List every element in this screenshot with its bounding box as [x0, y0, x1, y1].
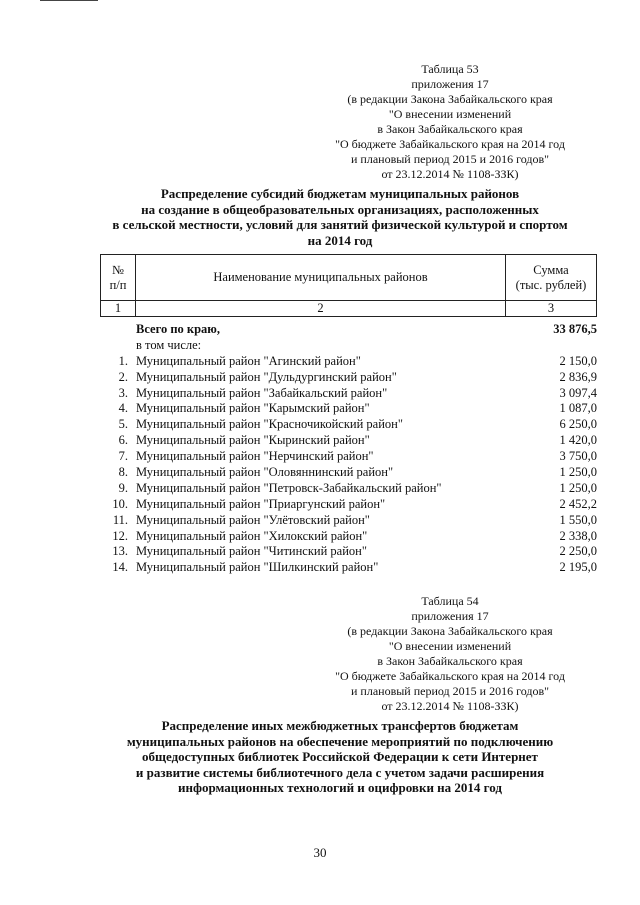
table-row [100, 465, 597, 481]
district-amount: 1 420,0 [559, 433, 597, 448]
row-number: 10. [112, 496, 128, 511]
table-row [100, 481, 597, 497]
district-name: Муниципальный район "Красночикойский район" [136, 417, 403, 432]
table54-header [300, 594, 600, 714]
row-number: 12. [112, 528, 128, 543]
district-amount: 3 097,4 [559, 385, 597, 400]
table-row [100, 560, 597, 576]
district-name: Муниципальный район "Забайкальский район" [136, 385, 388, 400]
row-number: 13. [112, 544, 128, 559]
col-number-1: 1 [101, 301, 136, 317]
district-rows [100, 354, 597, 576]
row-number: 9. [118, 480, 128, 495]
table-row [100, 401, 597, 417]
district-amount: 1 550,0 [559, 512, 597, 527]
district-amount: 3 750,0 [559, 449, 597, 464]
title-line: общедоступных библиотек Российской Федерации к сети Интернет [142, 749, 538, 764]
row-number: 14. [112, 560, 128, 575]
including-row [100, 338, 597, 354]
table-row [100, 417, 597, 433]
table-row [100, 529, 597, 545]
header-line: Таблица 54 [421, 594, 479, 608]
table53-body [100, 322, 597, 576]
district-amount: 1 250,0 [559, 465, 597, 480]
top-rule [40, 0, 98, 1]
title-line: на создание в общеобразовательных организациях, расположенных [141, 201, 539, 217]
row-number: 6. [118, 433, 128, 448]
district-name: Муниципальный район "Карымский район" [136, 401, 370, 416]
table-row [100, 544, 597, 560]
district-name: Муниципальный район "Читинский район" [136, 544, 367, 559]
col-num-header: № п/п [101, 255, 136, 301]
total-row [100, 322, 597, 338]
title-line: на 2014 год [307, 232, 373, 248]
row-number: 11. [112, 512, 128, 527]
table-row [100, 370, 597, 386]
table53-column-header [100, 254, 597, 317]
row-number: 2. [118, 369, 128, 384]
district-name: Муниципальный район "Дульдургинский район" [136, 369, 397, 384]
header-line: приложения 17 [411, 77, 489, 91]
district-amount: 2 836,9 [559, 369, 597, 384]
title-line: Распределение субсидий бюджетам муниципальных районов [160, 186, 520, 201]
row-number: 3. [118, 385, 128, 400]
header-line: (в редакции Закона Забайкальского края [347, 92, 553, 106]
district-name: Муниципальный район "Оловяннинский район" [136, 465, 394, 480]
header-line: от 23.12.2014 № 1108-ЗЗК) [381, 699, 519, 713]
district-amount: 1 250,0 [559, 480, 597, 495]
header-line: "О бюджете Забайкальского края на 2014 год [335, 137, 565, 151]
title-line: в сельской местности, условий для занятий физической культурой и спортом [112, 217, 568, 232]
table53-title [40, 186, 640, 248]
header-line: "О внесении изменений [388, 639, 512, 653]
table-row [100, 433, 597, 449]
district-amount: 1 087,0 [559, 401, 597, 416]
district-amount: 2 195,0 [559, 560, 597, 575]
district-name: Муниципальный район "Улётовский район" [136, 512, 370, 527]
district-name: Муниципальный район "Шилкинский район" [136, 560, 379, 575]
row-number: 8. [118, 465, 128, 480]
district-name: Муниципальный район "Нерчинский район" [136, 449, 374, 464]
col-sum-header: Сумма (тыс. рублей) [506, 255, 597, 301]
district-name: Муниципальный район "Петровск-Забайкальский район" [136, 480, 442, 495]
table-row [100, 386, 597, 402]
district-amount: 6 250,0 [559, 417, 597, 432]
district-name: Муниципальный район "Приаргунский район" [136, 496, 386, 511]
row-number: 1. [118, 353, 128, 368]
title-line: информационных технологий и оцифровки на 2014 год [178, 780, 502, 795]
table54-title [40, 718, 640, 796]
header-line: "О бюджете Забайкальского края на 2014 год [335, 669, 565, 683]
col-name-header: Наименование муниципальных районов [136, 255, 506, 301]
table-row [100, 513, 597, 529]
header-line: и плановый период 2015 и 2016 годов" [350, 152, 550, 166]
table53-header [300, 62, 600, 182]
district-name: Муниципальный район "Агинский район" [136, 353, 361, 368]
total-value: 33 876,5 [553, 322, 597, 336]
table-row [100, 497, 597, 513]
row-number: 5. [118, 417, 128, 432]
page-number: 30 [313, 845, 327, 860]
title-line: и развитие системы библиотечного дела с учетом задачи расширения [135, 764, 545, 780]
district-amount: 2 338,0 [559, 528, 597, 543]
header-line: (в редакции Закона Забайкальского края [347, 624, 553, 638]
district-amount: 2 452,2 [559, 496, 597, 511]
col-number-3: 3 [506, 301, 597, 317]
header-line: приложения 17 [411, 609, 489, 623]
row-number: 7. [118, 449, 128, 464]
title-line: Распределение иных межбюджетных трансфертов бюджетам [161, 718, 519, 733]
header-line: от 23.12.2014 № 1108-ЗЗК) [381, 167, 519, 181]
header-line: в Закон Забайкальского края [377, 654, 523, 668]
table-row [100, 449, 597, 465]
row-number: 4. [118, 401, 128, 416]
header-line: и плановый период 2015 и 2016 годов" [350, 684, 550, 698]
title-line: муниципальных районов на обеспечение мероприятий по подключению [126, 733, 554, 749]
district-name: Муниципальный район "Кыринский район" [136, 433, 370, 448]
header-line: в Закон Забайкальского края [377, 122, 523, 136]
table-row [100, 354, 597, 370]
district-amount: 2 150,0 [559, 353, 597, 368]
including-label: в том числе: [136, 337, 202, 352]
header-line: "О внесении изменений [388, 107, 512, 121]
district-amount: 2 250,0 [559, 544, 597, 559]
district-name: Муниципальный район "Хилокский район" [136, 528, 368, 543]
total-label: Всего по краю, [136, 322, 220, 336]
header-line: Таблица 53 [421, 62, 479, 76]
col-number-2: 2 [136, 301, 506, 317]
